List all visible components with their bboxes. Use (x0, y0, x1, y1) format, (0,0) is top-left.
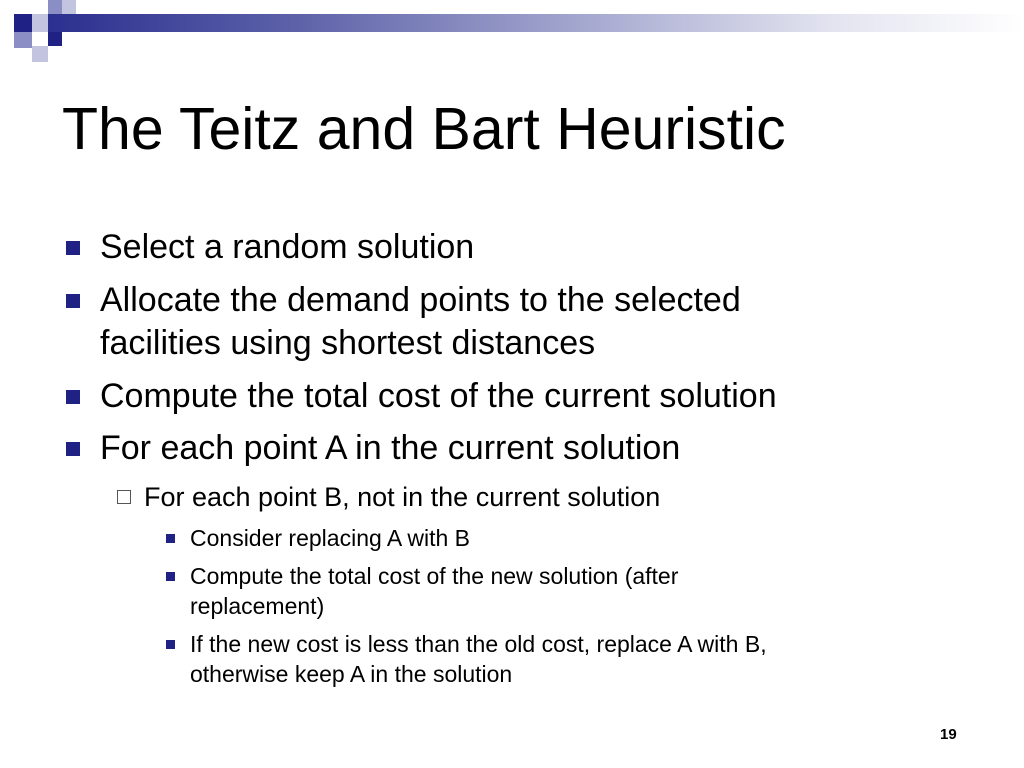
sub-sub-bullet-text: Consider replacing A with B (190, 525, 470, 551)
slide-title: The Teitz and Bart Heuristic (62, 96, 786, 162)
bullet-square-icon (66, 241, 80, 255)
small-square-bullet-icon (166, 572, 175, 581)
sub-sub-bullet-text: Compute the total cost of the new solution (after (190, 563, 679, 589)
sub-bullet-text: For each point B, not in the current solution (144, 482, 661, 512)
small-square-bullet-icon (166, 640, 175, 649)
page-number: 19 (940, 726, 957, 743)
bullet-square-icon (66, 390, 80, 404)
bullet-square-icon (66, 442, 80, 456)
bullet-text: Select a random solution (100, 228, 475, 266)
small-square-bullet-icon (166, 534, 175, 543)
sub-sub-bullet-text-continued: otherwise keep A in the solution (190, 661, 513, 687)
hollow-square-bullet-icon (117, 490, 131, 504)
sub-sub-bullet-text: If the new cost is less than the old cost, replace A with B, (190, 631, 767, 657)
bullet-text: For each point A in the current solution (100, 429, 681, 467)
sub-sub-bullet-text-continued: replacement) (190, 593, 325, 619)
bullet-text: Allocate the demand points to the selected (100, 281, 741, 319)
bullet-square-icon (66, 294, 80, 308)
bullet-text: Compute the total cost of the current solution (100, 377, 777, 415)
bullet-text-continued: facilities using shortest distances (100, 324, 596, 362)
